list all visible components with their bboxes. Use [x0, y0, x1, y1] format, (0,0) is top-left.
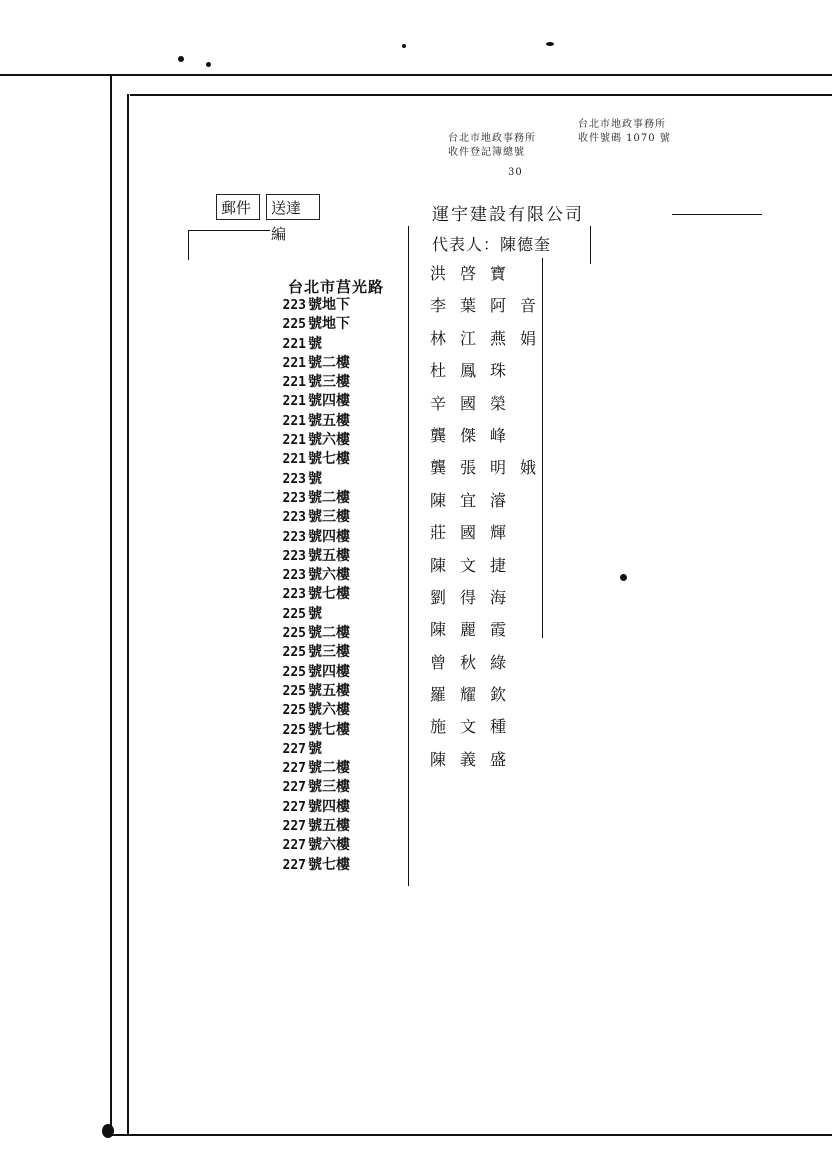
- address-suffix: 號: [308, 335, 322, 352]
- registration-stamp-right: [578, 118, 671, 146]
- address-number: 225: [282, 703, 306, 719]
- owner-name: 杜鳳珠: [430, 361, 521, 381]
- address-suffix: 號六樓: [308, 567, 350, 584]
- address-number: 225: [282, 317, 306, 333]
- page-bottom-border: [112, 1134, 832, 1136]
- address-suffix: 號四樓: [308, 798, 350, 815]
- stamp-line: 收件登記簿總號: [448, 147, 525, 158]
- owner-name: 陳宜濬: [430, 490, 521, 510]
- address-suffix: 號二樓: [308, 625, 350, 642]
- address-number: 225: [282, 664, 306, 680]
- owner-name: 陳義盛: [430, 749, 521, 769]
- page-left-fold: [110, 76, 112, 1136]
- stamp-line: 台北市地政事務所: [578, 119, 666, 130]
- owner-name: 洪啓寶: [430, 264, 521, 283]
- address-number: 221: [282, 394, 306, 410]
- address-number: 221: [282, 375, 306, 391]
- address-item: [270, 759, 350, 778]
- scan-speck: [102, 1124, 114, 1138]
- address-number: 227: [282, 857, 306, 873]
- scan-speck: [620, 574, 627, 581]
- address-item: [270, 585, 350, 604]
- address-suffix: 號六樓: [308, 702, 350, 719]
- address-number: 225: [282, 626, 306, 642]
- owner-name: 陳麗霞: [430, 620, 521, 640]
- address-number: 223: [282, 298, 306, 313]
- stamp-line: 台北市地政事務所: [448, 133, 536, 144]
- address-number: 223: [282, 587, 306, 603]
- address-item: [270, 489, 350, 508]
- address-item: [270, 798, 350, 817]
- address-number: 227: [282, 799, 306, 815]
- address-suffix: 號三樓: [308, 374, 350, 391]
- address-suffix: 號: [308, 605, 322, 622]
- address-suffix: 號五樓: [308, 547, 350, 564]
- scan-speck: [546, 42, 554, 46]
- representative: 代表人：陳德奎: [432, 235, 552, 254]
- address-item: [270, 566, 350, 585]
- address-number: 223: [282, 529, 306, 545]
- page-inner-left-border: [127, 94, 129, 1134]
- address-number: 227: [282, 819, 306, 835]
- address-suffix: 號四樓: [308, 528, 350, 545]
- stamp-line: 收件號碼 1070 號: [578, 133, 671, 144]
- owner-name: 曾秋綠: [430, 652, 521, 672]
- address-number: 221: [282, 413, 306, 429]
- address-number: 227: [282, 838, 306, 854]
- address-item: [270, 528, 350, 547]
- address-suffix: 號六樓: [308, 432, 350, 449]
- address-suffix: 號五樓: [308, 818, 350, 835]
- address-item: [270, 778, 350, 797]
- address-item: [270, 373, 350, 392]
- address-number: 225: [282, 722, 306, 738]
- address-suffix: 號四樓: [308, 663, 350, 680]
- header-box-top: [188, 230, 270, 231]
- address-suffix: 號六樓: [308, 837, 350, 854]
- address-suffix: 號五樓: [308, 682, 350, 699]
- header-right-dash: [672, 214, 762, 215]
- address-item: [270, 508, 350, 527]
- address-suffix: 號地下: [308, 316, 350, 333]
- address-suffix: 號: [308, 470, 322, 487]
- owner-name: 莊國輝: [430, 523, 521, 543]
- address-item: [270, 412, 350, 431]
- owner-name: 辛國榮: [430, 393, 521, 413]
- header-label-delivery: 送達編: [266, 194, 320, 220]
- address-item: [270, 643, 350, 662]
- address-item: [270, 392, 350, 411]
- address-number: 223: [282, 568, 306, 584]
- address-suffix: 號二樓: [308, 760, 350, 777]
- address-item: [270, 740, 350, 759]
- owner-name: 龔傑峰: [430, 425, 521, 445]
- address-item: [270, 296, 350, 315]
- address-list: [270, 296, 350, 875]
- owner-name: 劉得海: [430, 587, 521, 607]
- address-item: [270, 547, 350, 566]
- company-name: 運宇建設有限公司: [432, 205, 584, 225]
- address-heading: 台北市莒光路: [288, 278, 385, 296]
- address-suffix: 號三樓: [308, 509, 350, 526]
- address-item: [270, 682, 350, 701]
- header-box-left: [188, 230, 189, 260]
- address-suffix: 號三樓: [308, 644, 350, 661]
- address-number: 223: [282, 510, 306, 526]
- rep-box-right: [590, 226, 591, 264]
- address-item: [270, 701, 350, 720]
- header-label-mail: 郵件: [216, 194, 260, 220]
- scan-speck: [402, 44, 406, 48]
- owner-name: 羅耀欽: [430, 685, 521, 705]
- owner-name: 林江燕娟: [430, 328, 551, 348]
- address-suffix: 號二樓: [308, 489, 350, 506]
- owner-name: 龔張明娥: [430, 458, 551, 478]
- address-number: 223: [282, 490, 306, 506]
- address-number: 223: [282, 471, 306, 487]
- scan-speck: [178, 56, 184, 62]
- owner-name: 陳文捷: [430, 555, 521, 575]
- page-top-border: [130, 94, 832, 96]
- owner-name: 李葉阿音: [430, 296, 551, 316]
- address-number: 221: [282, 452, 306, 468]
- address-suffix: 號三樓: [308, 779, 350, 796]
- address-number: 225: [282, 606, 306, 622]
- address-number: 221: [282, 336, 306, 352]
- address-suffix: 號七樓: [308, 856, 350, 873]
- address-item: [270, 663, 350, 682]
- address-suffix: 號五樓: [308, 412, 350, 429]
- address-number: 227: [282, 780, 306, 796]
- address-suffix: 號四樓: [308, 393, 350, 410]
- address-suffix: 號七樓: [308, 586, 350, 603]
- address-suffix: 號七樓: [308, 721, 350, 738]
- address-item: [270, 624, 350, 643]
- address-item: [270, 817, 350, 836]
- owner-name: 施文種: [430, 717, 521, 737]
- top-edge-line: [0, 74, 832, 76]
- address-number: 221: [282, 355, 306, 371]
- address-item: [270, 431, 350, 450]
- address-suffix: 號: [308, 740, 322, 757]
- address-item: [270, 335, 350, 354]
- address-number: 223: [282, 548, 306, 564]
- address-number: 225: [282, 683, 306, 699]
- address-number: 227: [282, 761, 306, 777]
- address-item: [270, 721, 350, 740]
- column-divider: [408, 226, 409, 886]
- address-item: [270, 450, 350, 469]
- address-number: 227: [282, 741, 306, 757]
- address-number: 221: [282, 433, 306, 449]
- address-suffix: 號二樓: [308, 354, 350, 371]
- address-item: [270, 470, 350, 489]
- scan-speck: [206, 62, 211, 67]
- address-item: [270, 315, 350, 334]
- stamp-small-number: 30: [508, 167, 523, 178]
- registration-stamp-left: [448, 132, 536, 160]
- address-suffix: 號地下: [308, 297, 350, 313]
- address-item: [270, 836, 350, 855]
- owner-list: [430, 258, 550, 776]
- address-number: 225: [282, 645, 306, 661]
- address-item: [270, 354, 350, 373]
- address-suffix: 號七樓: [308, 451, 350, 468]
- address-item: [270, 856, 350, 875]
- address-item: [270, 605, 350, 624]
